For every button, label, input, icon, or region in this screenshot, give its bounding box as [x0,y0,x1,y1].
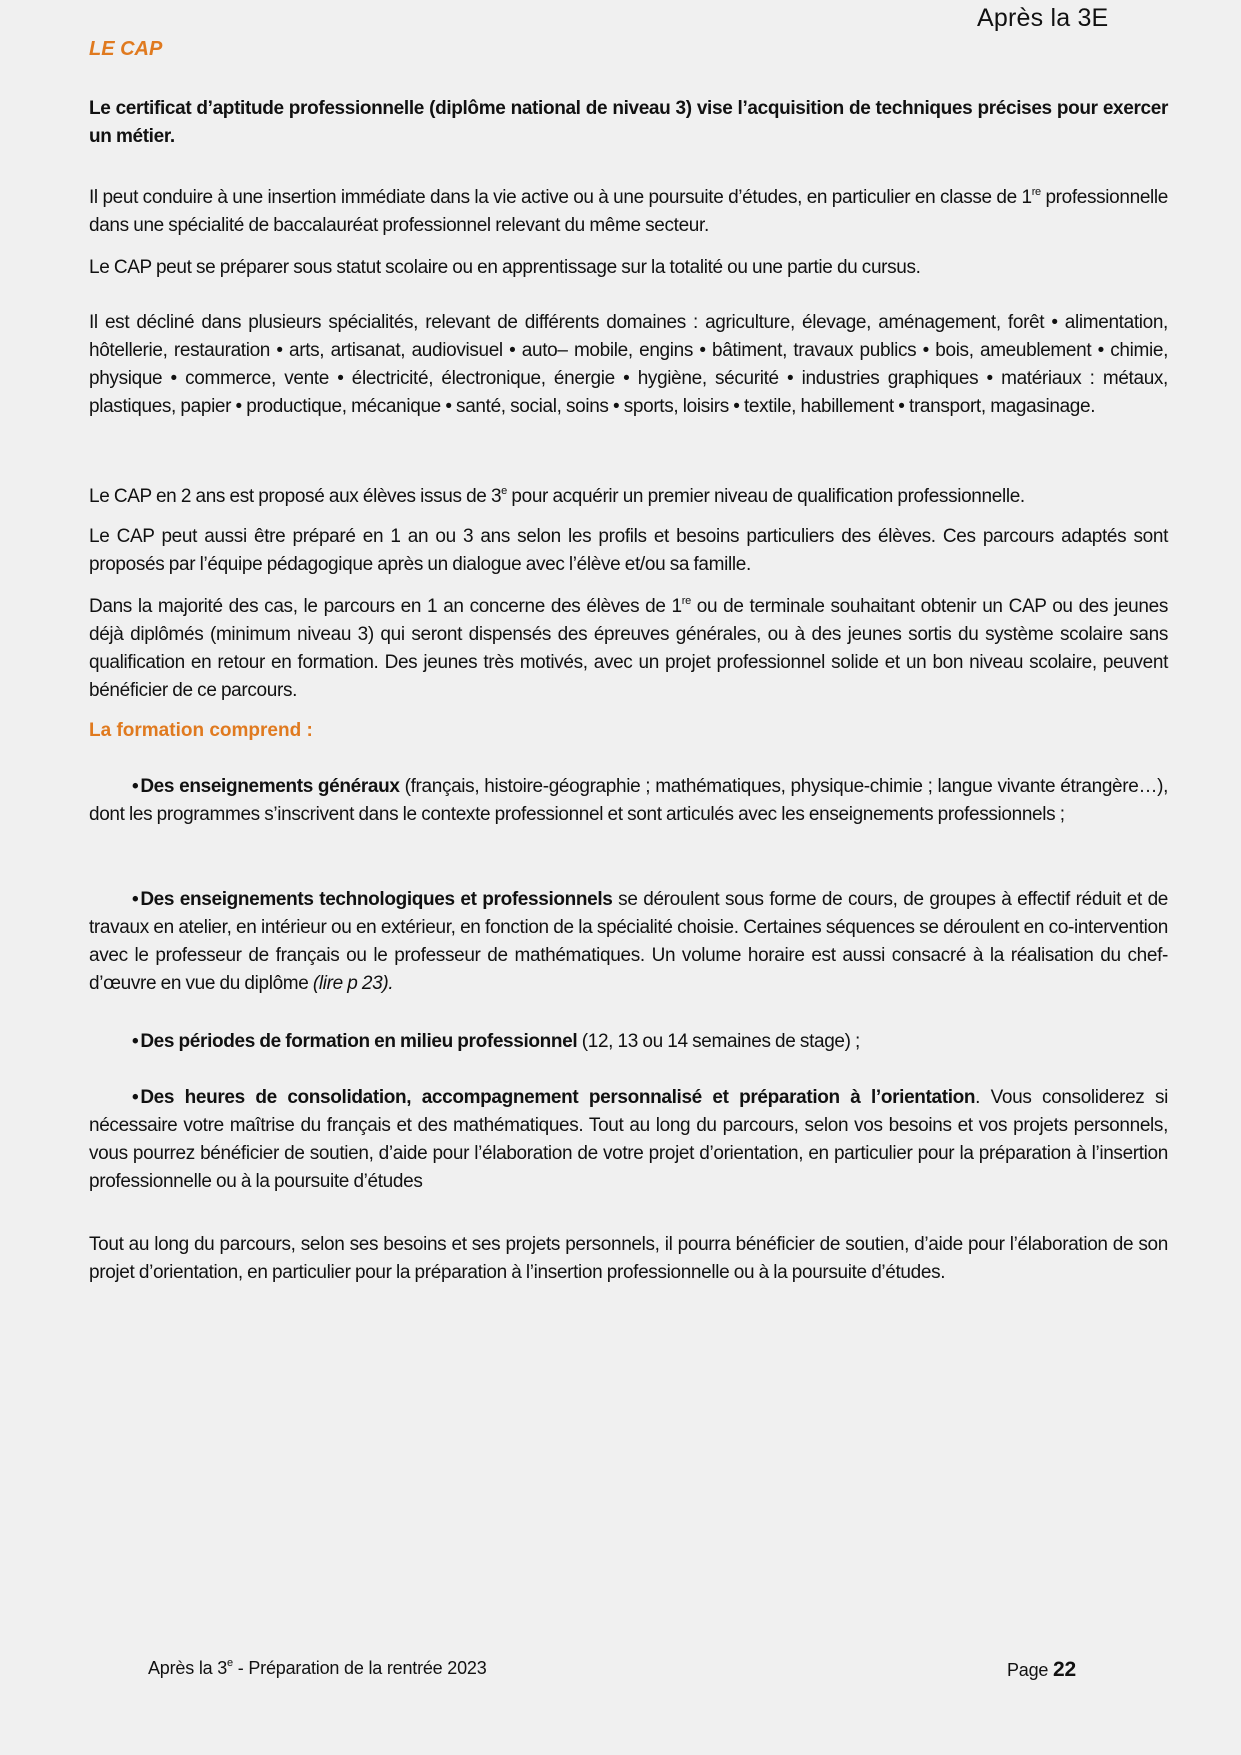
page-number: 22 [1053,1658,1076,1681]
section-heading-formation: La formation comprend : [89,720,313,741]
bullet-item [89,1084,1168,1196]
intro-paragraph: Le certificat d’aptitude professionnelle (diplôme national de niveau 3) vise l’acquisition de techniques précises pour exercer un métier. [89,98,1168,147]
paragraph-accompagnement: Tout au long du parcours, selon ses besoins et ses projets personnels, il pourra bénéficier de soutien, d’aide pour l’élaboration de son projet d’orientation, en particulier pour la préparation à l’insertion professionnelle ou à la poursuite d’études. [89,1234,1168,1283]
bullet-item [89,886,1168,998]
text: Après la 3 [148,1658,228,1678]
text: Il peut conduire à une insertion immédiate dans la vie active ou à une poursuite d’études, en particulier en classe de 1 [89,187,1032,208]
bullet-lead: Des heures de consolidation, accompagnement personnalisé et préparation à l’orientation [140,1087,976,1108]
page-label: Page [1006,1660,1054,1680]
bullet-item [89,773,1168,829]
page-footer [148,1658,1076,1682]
running-header: Après la 3E [977,4,1109,32]
text: - Préparation de la rentrée 2023 [232,1658,487,1678]
text: Le CAP en 2 ans est proposé aux élèves issus de 3 [89,486,502,507]
bullet-text: . Vous consoliderez si nécessaire votre maîtrise du français et des mathématiques. Tout au long du parcours, selon vos besoins et vos projets personnels, vous pourrez bénéficier de soutien, d’aide pour l’élaboration de votre projet d’orientation, en particulier pour la préparation à l’insertion professionnelle ou à la poursuite d’études [89,1087,1168,1192]
superscript: re [1031,186,1041,198]
superscript: e [501,485,507,497]
bullet-icon: • [132,776,139,797]
paragraph-insertion [89,184,1168,240]
paragraph-parcours-1-an [89,593,1168,705]
superscript: re [681,595,691,607]
text: professionnelle dans une spécialité de baccalauréat professionnel relevant du même secteur. [89,187,1168,236]
footer-title [148,1658,487,1682]
text: ou de terminale souhaitant obtenir un CAP ou des jeunes déjà diplômés (minimum niveau 3) qui seront dispensés des épreuves générales, ou à des jeunes sortis du système scolaire sans qualification en retour en formation. Des jeunes très motivés, avec un projet professionnel solide et un bon niveau scolaire, peuvent bénéficier de ce parcours. [89,596,1168,701]
paragraph-statut: Le CAP peut se préparer sous statut scolaire ou en apprentissage sur la totalité ou une partie du cursus. [89,257,921,278]
bullet-item [89,1028,1168,1056]
bullet-lead: Des enseignements technologiques et professionnels [140,889,613,910]
paragraph-cap-1-ou-3-ans: Le CAP peut aussi être préparé en 1 an ou 3 ans selon les profils et besoins particuliers des élèves. Ces parcours adaptés sont proposés par l’équipe pédagogique après un dialogue avec l’élève et/ou sa famille. [89,526,1168,575]
page-reference: (lire p 23). [312,973,394,994]
bullet-text: (12, 13 ou 14 semaines de stage) ; [577,1031,860,1052]
page-indicator [1007,1658,1076,1682]
text: pour acquérir un premier niveau de qualification professionnelle. [506,486,1025,507]
bullet-text: se déroulent sous forme de cours, de groupes à effectif réduit et de travaux en atelier, en intérieur ou en extérieur, en fonction de la spécialité choisie. Certaines séquences se déroulent en co-intervention avec le professeur de français ou le professeur de mathématiques. Un volume horaire est aussi consacré à la réalisation du chef-d’œuvre en vue du diplôme [89,889,1168,994]
superscript: e [227,1657,233,1669]
paragraph-cap-2-ans [89,483,1168,511]
bullet-icon: • [132,1087,139,1108]
text: Dans la majorité des cas, le parcours en 1 an concerne des élèves de 1 [89,596,682,617]
bullet-lead: Des enseignements généraux [140,776,400,797]
page-title: LE CAP [89,38,163,60]
paragraph-specialites: Il est décliné dans plusieurs spécialités, relevant de différents domaines : agriculture, élevage, aménagement, forêt • alimentation, hôtellerie, restauration • arts, artisanat, audiovisuel • auto– mobile, engins • bâtiment, travaux publics • bois, ameublement • chimie, physique • commerce, vente • électricité, électronique, énergie • hygiène, sécurité • industries graphiques • matériaux : métaux, plastiques, papier • productique, mécanique • santé, social, soins • sports, loisirs • textile, habillement • transport, magasinage. [89,312,1168,417]
bullet-lead: Des périodes de formation en milieu professionnel [140,1031,578,1052]
bullet-text: (français, histoire-géographie ; mathématiques, physique-chimie ; langue vivante étrangère…), dont les programmes s’inscrivent dans le contexte professionnel et sont articulés avec les enseignements professionnels ; [89,776,1169,825]
bullet-icon: • [132,1031,139,1052]
bullet-icon: • [132,889,139,910]
